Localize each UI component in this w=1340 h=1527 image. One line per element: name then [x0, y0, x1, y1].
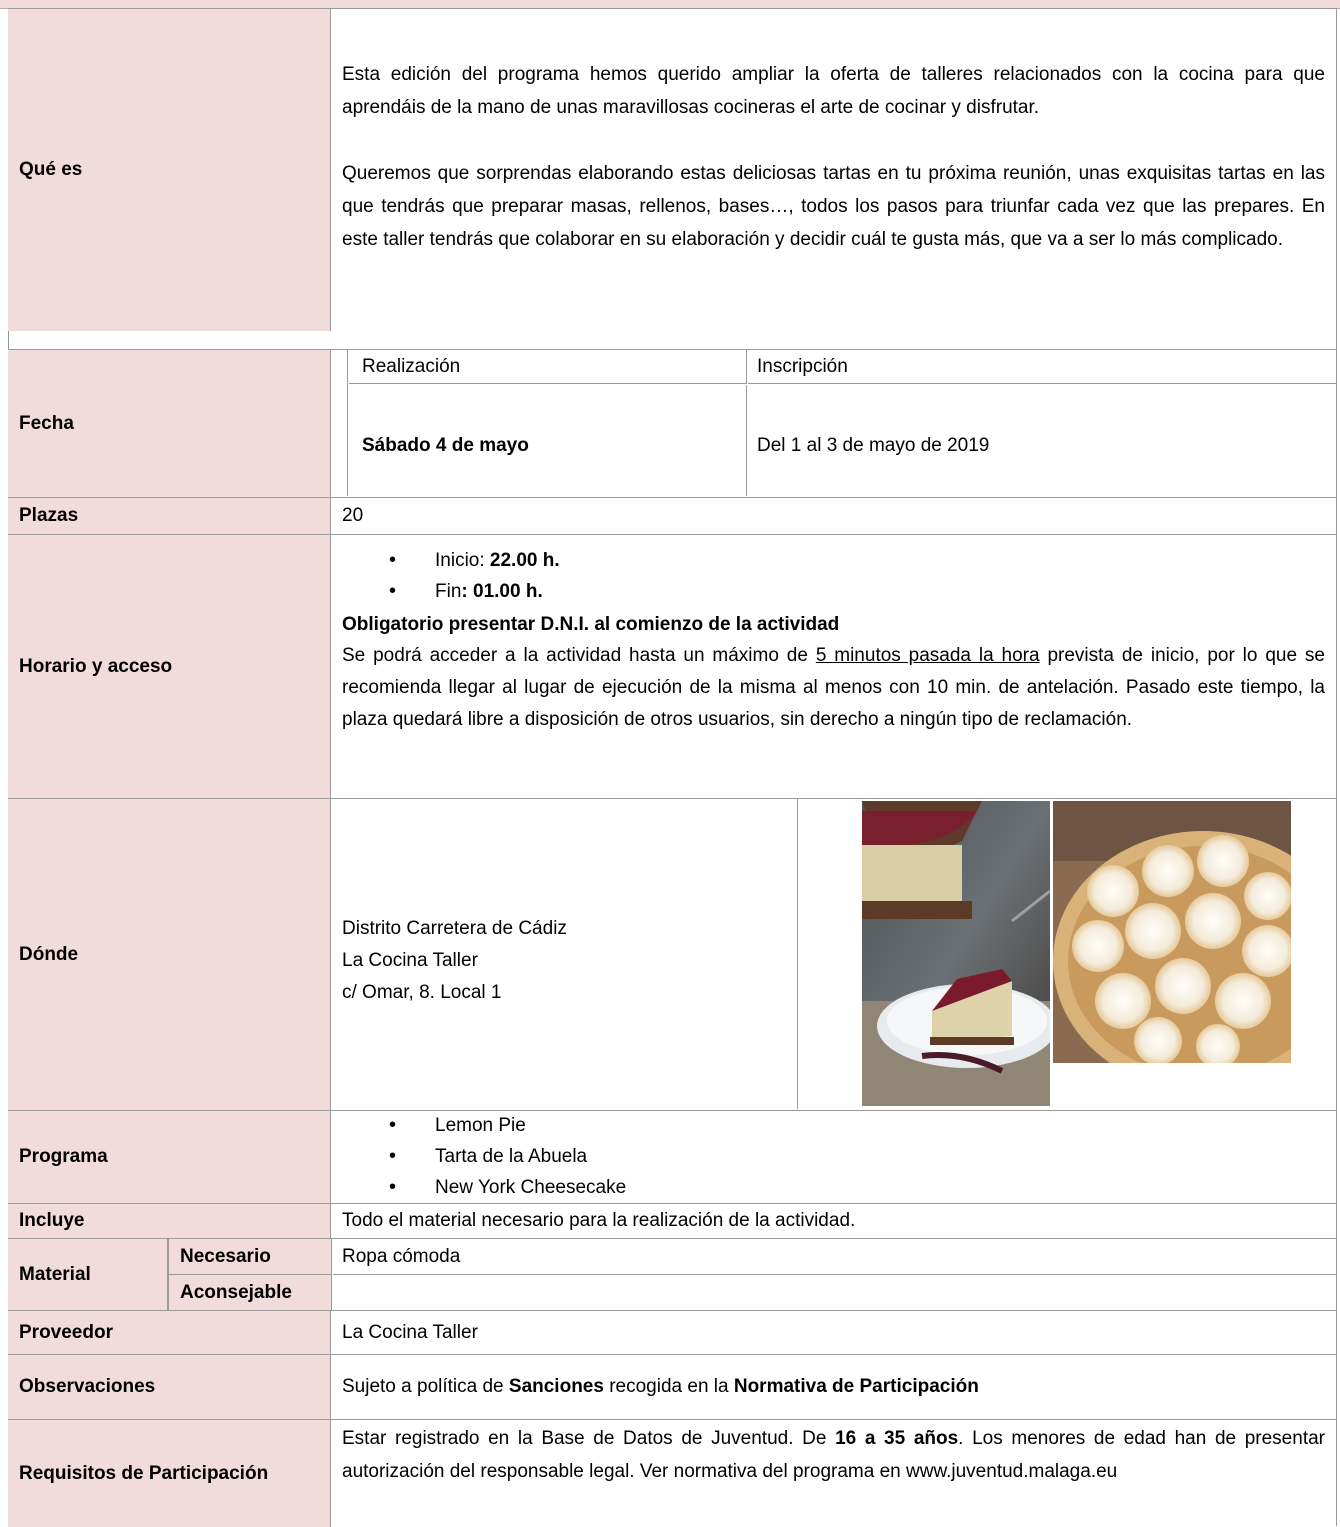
row-content: Estar registrado en la Base de Datos de Juventud. De 16 a 35 años. Los menores de edad han de presentar autorización del responsable legal. Ver normativa del programa en www.juventud.malaga.eu — [342, 1428, 1325, 1482]
row-fecha — [8, 349, 1337, 497]
date-header-inscripcion — [748, 350, 1337, 384]
row-label — [8, 1239, 168, 1310]
lemon-pie-image — [1053, 801, 1291, 1063]
row-label: Horario y acceso — [8, 535, 331, 798]
row-material — [8, 1238, 1337, 1310]
address-line: La Cocina Taller — [342, 950, 478, 971]
row-content — [332, 1111, 1337, 1203]
paragraph: Queremos que sorprendas elaborando estas deliciosas tartas en tu próxima reunión, unas exquisitas tartas en las que tendrás que preparar masas, rellenos, bases…, todos los pasos para triunfar cada vez que las prepares. En este taller tendrás que colaborar en su elaboración y decidir cuál te gusta más, que va a ser lo más complicado. — [342, 163, 1325, 250]
paragraph: Esta edición del programa hemos querido ampliar la oferta de talleres relacionados con la cocina para que aprendáis de la mano de unas maravillosas cocineras el arte de cocinar y disfrutar. — [342, 64, 1325, 118]
row-incluye — [8, 1203, 1337, 1238]
row-content: Sujeto a política de Sanciones recogida en la Normativa de Participación — [342, 1376, 979, 1397]
image-cell — [799, 799, 1337, 1109]
schedule-list — [342, 545, 1325, 607]
row-que-es — [8, 8, 1337, 331]
cheesecake-image — [862, 801, 1050, 1106]
row-content: La Cocina Taller — [342, 1321, 478, 1343]
date-header-realizacion — [349, 350, 747, 384]
row-content: Todo el material necesario para la realización de la actividad. — [342, 1210, 856, 1231]
value-text: Sábado 4 de mayo — [362, 434, 529, 456]
header-text: Realización — [362, 355, 461, 377]
row-label: Dónde — [8, 799, 331, 1110]
sublabel-necesario: Necesario — [169, 1239, 331, 1275]
label-text: Material — [19, 1263, 91, 1285]
row-label: Qué es — [8, 9, 331, 331]
address-line: c/ Omar, 8. Local 1 — [342, 982, 502, 1003]
row-requisitos — [8, 1419, 1337, 1527]
header-text: Inscripción — [757, 355, 848, 377]
list-item: • Lemon Pie — [342, 1110, 1327, 1141]
address-cell — [332, 799, 798, 1109]
row-plazas — [8, 497, 1337, 534]
date-realizacion-value — [349, 385, 747, 496]
row-label: Fecha — [8, 350, 331, 497]
row-label: Proveedor — [8, 1311, 331, 1354]
row-content — [332, 535, 1337, 798]
value-necesario: Ropa cómoda — [333, 1239, 1337, 1275]
row-label: Plazas — [8, 498, 331, 534]
sublabel-aconsejable: Aconsejable — [180, 1281, 292, 1303]
date-spacer — [332, 350, 348, 496]
value-text: Del 1 al 3 de mayo de 2019 — [757, 434, 990, 456]
row-donde — [8, 798, 1337, 1110]
list-item: • Fin: 01.00 h. — [342, 576, 1325, 607]
list-item: • Tarta de la Abuela — [342, 1141, 1327, 1172]
list-item: • New York Cheesecake — [342, 1172, 1327, 1203]
address-line: Distrito Carretera de Cádiz — [342, 918, 567, 939]
row-content: 20 — [342, 505, 364, 526]
row-horario — [8, 534, 1337, 798]
list-item: • Inicio: 22.00 h. — [342, 545, 1325, 576]
row-label: Programa — [8, 1111, 331, 1203]
row-proveedor — [8, 1310, 1337, 1354]
program-list — [342, 1110, 1327, 1203]
row-label: Incluye — [8, 1204, 331, 1238]
row-label: Observaciones — [8, 1355, 331, 1419]
material-values — [333, 1239, 1337, 1310]
row-programa — [8, 1110, 1337, 1203]
row-observaciones — [8, 1354, 1337, 1419]
material-sublabels — [168, 1239, 332, 1310]
value-aconsejable — [333, 1275, 1337, 1310]
date-inscripcion-value — [748, 385, 1337, 496]
access-text: Se podrá acceder a la actividad hasta un máximo de 5 minutos pasada la hora prevista de inicio, por lo que se recomienda llegar al lugar de ejecución de la misma al menos con 10 min. de antelación. Pasado este tiempo, la plaza quedará libre a disposición de otros usuarios, sin derecho a ningún tipo de reclamación. — [342, 645, 1325, 730]
row-label: Requisitos de Participación — [8, 1420, 331, 1527]
dni-notice: Obligatorio presentar D.N.I. al comienzo de la actividad — [342, 614, 840, 635]
row-content — [332, 9, 1337, 331]
